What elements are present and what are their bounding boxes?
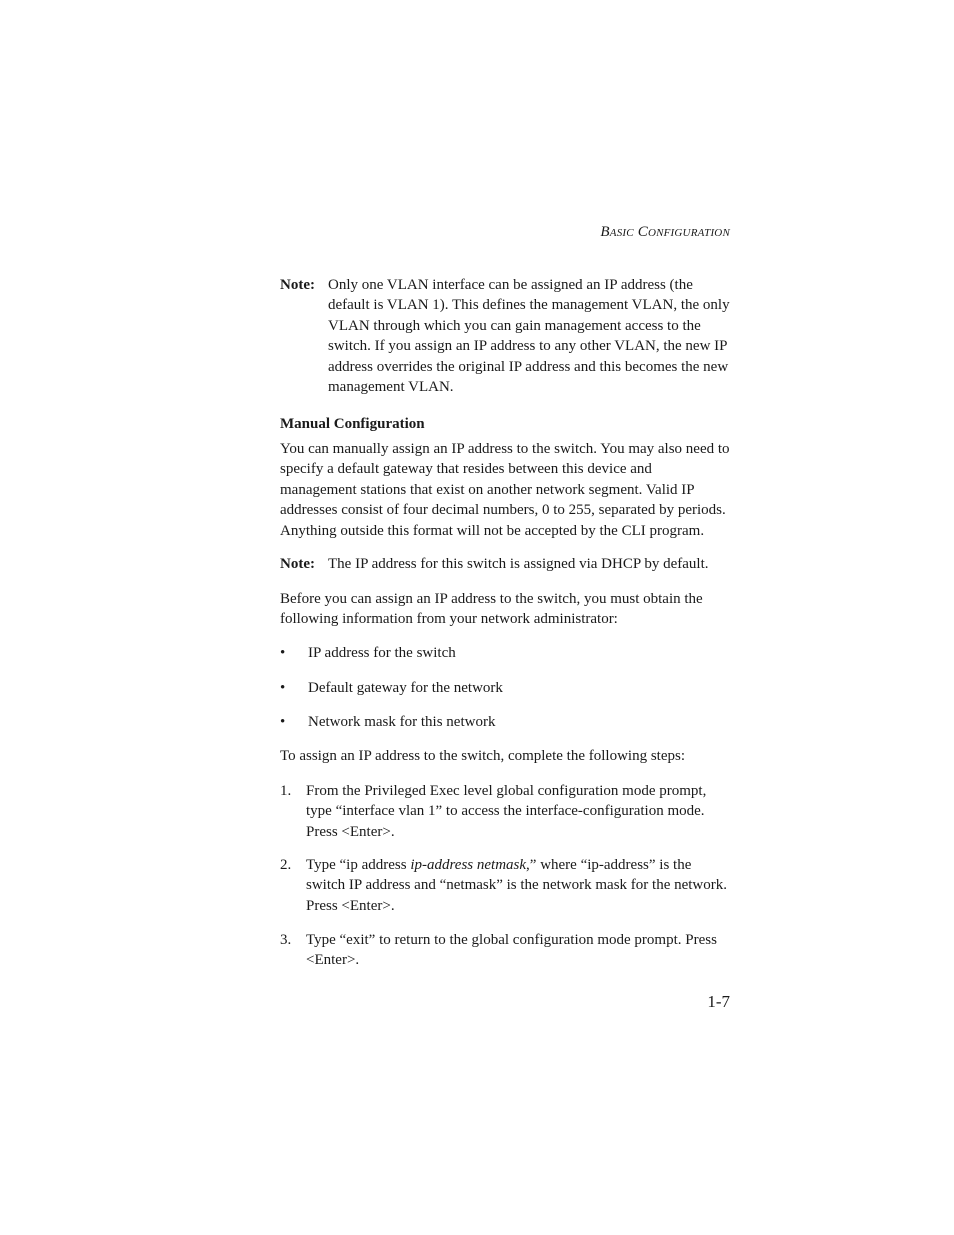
note-text: The IP address for this switch is assigned via DHCP by default. xyxy=(328,556,709,572)
step-text-post: ,” where “ip-address” is the switch IP address and “netmask” is the network mask for the network. Press <Enter>. xyxy=(306,857,728,914)
step-text-emphasis: ip-address netmask xyxy=(410,857,527,873)
prerequisites-paragraph: Before you can assign an IP address to the switch, you must obtain the following information from your network administrator: xyxy=(280,591,703,628)
step-item xyxy=(280,855,730,916)
list-item xyxy=(280,678,730,698)
note-dhcp xyxy=(280,554,730,574)
step-item xyxy=(280,781,730,842)
step-text-pre: Type “ip address xyxy=(306,857,411,873)
step-item xyxy=(280,930,730,971)
note-label: Note: xyxy=(280,556,315,572)
manual-config-paragraph: You can manually assign an IP address to the switch. You may also need to specify a default gateway that resides between this device and management stations that exist on another network segment. Valid IP addresses consist of four decimal numbers, 0 to 255, separated by periods. Anything outside this format will not be accepted by the CLI program. xyxy=(280,441,730,539)
step-text xyxy=(306,855,730,916)
bullet-icon: • xyxy=(280,680,286,696)
section-heading: Manual Configuration xyxy=(280,416,425,432)
step-number: 3. xyxy=(280,932,292,948)
note-label: Note: xyxy=(280,277,315,293)
bullet-icon: • xyxy=(280,645,286,661)
note-text: Only one VLAN interface can be assigned an IP address (the default is VLAN 1). This defines the management VLAN, the only VLAN through which you can gain management access to the switch. If you assign an IP address to any other VLAN, the new IP address overrides the original IP address and this becomes the new management VLAN. xyxy=(328,277,730,396)
list-item-text: Network mask for this network xyxy=(308,714,496,730)
step-number: 1. xyxy=(280,783,292,799)
step-text: From the Privileged Exec level global configuration mode prompt, type “interface vlan 1” to access the interface-configuration mode. Press <Enter>. xyxy=(306,783,707,840)
list-item-text: IP address for the switch xyxy=(308,645,456,661)
document-page xyxy=(280,0,730,1235)
running-header: Basic Configuration xyxy=(600,224,730,240)
page-number: 1-7 xyxy=(707,992,730,1011)
bullet-icon: • xyxy=(280,714,286,730)
steps-intro-paragraph: To assign an IP address to the switch, complete the following steps: xyxy=(280,748,685,764)
list-item-text: Default gateway for the network xyxy=(308,680,503,696)
list-item xyxy=(280,712,730,732)
note-vlan xyxy=(280,275,730,397)
list-item xyxy=(280,643,730,663)
step-text: Type “exit” to return to the global configuration mode prompt. Press <Enter>. xyxy=(306,932,717,969)
step-number: 2. xyxy=(280,857,292,873)
